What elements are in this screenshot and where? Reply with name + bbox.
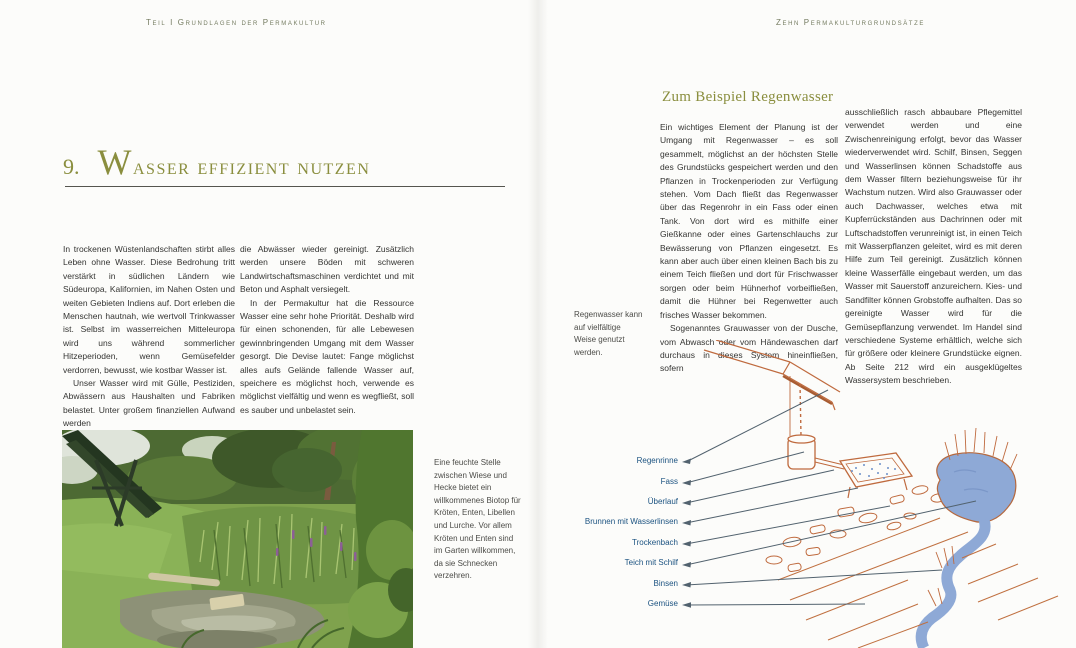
diagram-label-gemuese: Gemüse (647, 599, 678, 608)
chapter-title (98, 141, 371, 183)
diagram-label-fass: Fass (660, 477, 678, 486)
section-title: Zum Beispiel Regenwasser (662, 89, 834, 105)
paragraph: In trockenen Wüstenlandschaften stirbt alles Leben ohne Wasser. Diese Bedrohung tritt verstärkt in südlichen Ländern wie Südeuropa, Kalifornien, im Nahen Osten und weiten Gebieten Indiens auf. Dort erleben die Menschen hautnah, wie wertvoll Trinkwasser ist. Selbst im wasserreichen Mitteleuropa wird uns während sommerlicher Hitzeperioden, wenn Gemüsefelder verdorren, bewusst, wie kostbar Wasser ist. (63, 244, 235, 375)
right-page-column-1 (660, 121, 838, 376)
rainwater-diagram (538, 340, 1076, 648)
paragraph: die Abwässer wieder gereinigt. Zusätzlich werden unsere Böden mit schweren Landwirtschaftsmaschinen verdichtet und mit Beton und Asphalt versiegelt. (240, 244, 414, 295)
chapter-number: 9. (63, 154, 80, 179)
garden-photo (62, 430, 413, 648)
photo-caption: Eine feuchte Stelle zwischen Wiese und Hecke bietet ein willkommenes Biotop für Kröten, Enten, Libellen und Lurche. Vor allem Kröten und Enten sind im Garten willkommen, da sie Schnecken verzehren. (434, 458, 521, 581)
house-roof (704, 340, 840, 436)
paragraph: Unser Wasser wird mit Gülle, Pestiziden, Abwässern aus Haushalten und Fabriken belastet. Unter großem finanziellen Aufwand werden (63, 378, 235, 429)
dry-creek-stones (766, 484, 960, 572)
diagram-label-teich-mit-schilf: Teich mit Schilf (624, 558, 678, 567)
left-page-column-1 (63, 243, 235, 431)
chapter-heading (63, 141, 370, 183)
margin-caption: Regenwasser kann auf vielfältige Weise genutzt werden. (574, 310, 643, 357)
duckweed-basin (840, 453, 912, 498)
chapter-title-initial: W (97, 142, 133, 182)
barrel (788, 435, 815, 469)
downpipe (800, 384, 801, 436)
stream (921, 520, 985, 648)
pond (937, 428, 1017, 522)
heading-rule (65, 186, 505, 187)
paragraph: ausschließlich rasch abbaubare Pflegemittel verwendet werden und eine Zwischenreinigung erfolgt, bevor das Wasser wiederverwendet wird. Schilf, Binsen, Seggen und Wasserlinsen können Schadstoffe aus dem Wasser filtern beziehungsweise für ihr Wachstum nutzen. Wird also Grauwasser oder auch Dachwasser, welches etwa mit Kupferrückständen aus Dachrinnen oder mit Luftschadstoffen verunreinigt ist, in einen Teich mit Wasserpflanzen geleitet, wird es mit deren Hilfe zum Teil gereinigt. Zusätzlich können kleine Wasserfälle eingebaut werden, um das Wasser mit Sauerstoff anzureichern. Kies- und Sandfilter können Grobstoffe aufhalten. Das so gereinigte Wasser wird für die Gemüsepflanzung verwendet. Im Handel sind verschiedene Systeme erhältlich, welche sich für größere oder kleinere Grundstücke eignen. Ab Seite 212 wird ein ausgeklügeltes Wassersystem beschrieben. (845, 107, 1022, 386)
garden-photo-illustration (62, 430, 413, 648)
running-head-right: Zehn Permakulturgrundsätze (776, 18, 925, 27)
chapter-title-rest: asser effizient nutzen (132, 154, 371, 179)
diagram-label-brunnen-mit-wasserlinsen: Brunnen mit Wasserlinsen (584, 517, 678, 526)
diagram-label-ueberlauf: Überlauf (647, 497, 678, 506)
paragraph: Sogenanntes Grauwasser von der Dusche, vom Abwasch oder vom Händewaschen darf durchaus in dieses System hineinfließen, sofern (660, 323, 838, 374)
left-page-column-2 (240, 243, 414, 417)
overflow-pipe (815, 458, 844, 469)
diagram-label-trockenbach: Trockenbach (632, 538, 678, 547)
paragraph: In der Permakultur hat die Ressource Wasser eine sehr hohe Priorität. Deshalb wird für einen schonenden, für alle Lebewesen gewinnbringenden Umgang mit dem Wasser gesorgt. Die Devise lautet: Fange möglichst alles aufs Gelände fallende Wasser auf, speichere es möglichst hoch, verwende es möglichst vielfältig und wenn es wegfließt, soll es sauber und unbelastet sein. (240, 297, 414, 415)
diagram-label-binsen: Binsen (653, 579, 678, 588)
running-head-left: Teil I Grundlagen der Permakultur (146, 18, 327, 27)
arrow-heads (682, 459, 691, 608)
diagram-label-regenrinne: Regenrinne (636, 456, 678, 465)
paragraph: Ein wichtiges Element der Planung ist der Umgang mit Regenwasser – es soll gesammelt, möglichst an der höchsten Stelle des Grundstücks gespeichert werden und den Pflanzen in Trockenperioden zur Verfügung stehen. Vom Dach fließt das Regenwasser über das Regenrohr in ein Fass oder einen Tank. Von dort wird es mithilfe einer Gießkanne oder eines Gartenschlauchs zur Bewässerung von Pflanzen eingesetzt. Es kann aber auch über einen kleinen Bach bis zu einem Teich fließen und dort für Frischwasser sorgen oder beim Hühnerhof vorbeifließen, damit die Hühner bei Regenwetter auch frisches Wasser bekommen. (660, 122, 838, 320)
